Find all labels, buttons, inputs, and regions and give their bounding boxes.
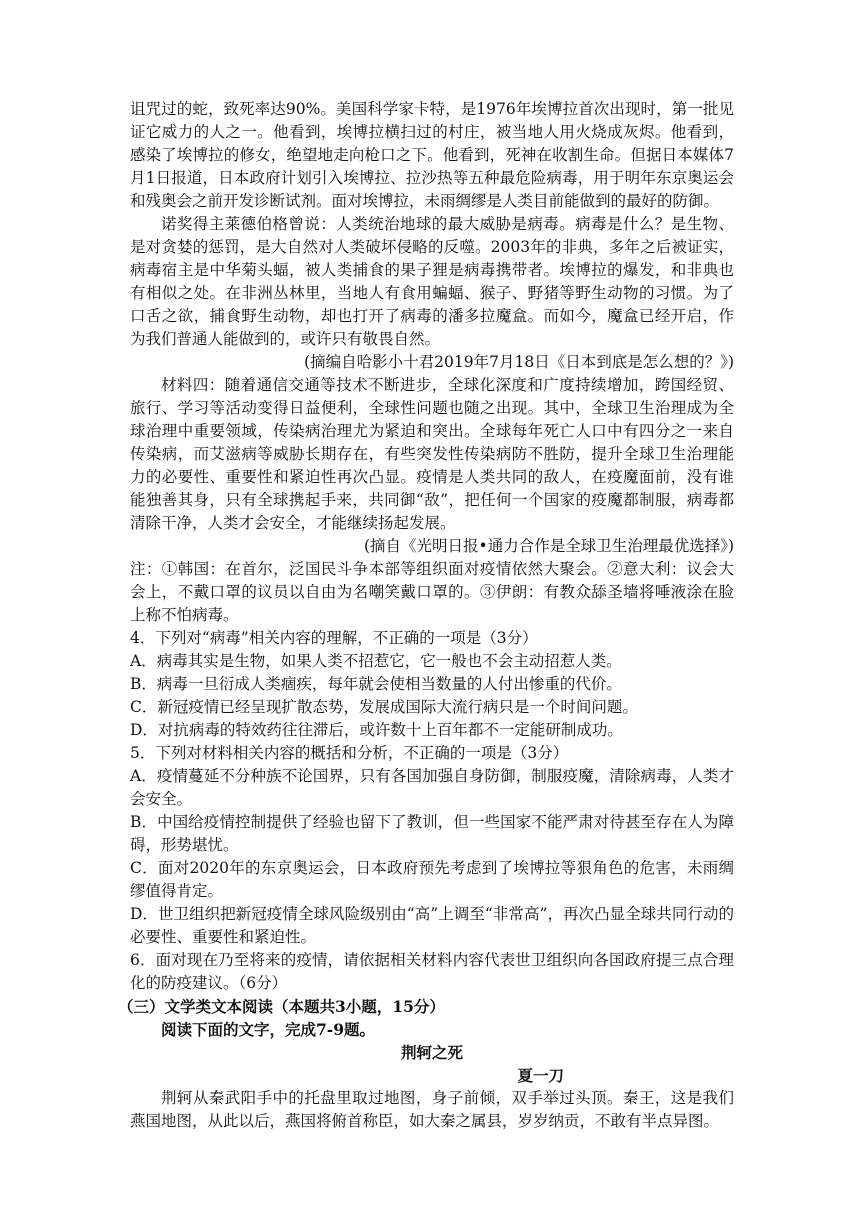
question-5-option-c: C．面对2020年的东京奥运会，日本政府预先考虑到了埃博拉等狠角色的危害，未雨绸缪值得肯定。 <box>130 859 734 900</box>
paragraph-ebola: 诅咒过的蛇，致死率达90%。美国科学家卡特，是1976年埃博拉首次出现时，第一批见证它威力的人之一。他看到，埃博拉横扫过的村庄，被当地人用火烧成灰烬。他看到，感染了埃博拉的修女，绝望地走向枪口之下。他看到，死神在收割生命。但据日本媒体7月1日报道，日本政府计划引入埃博拉、拉沙热等五种最危险病毒，用于明年东京奥运会和残奥会之前开发诊断试剂。面对埃博拉，未雨绸缪是人类目前能做到的最好的防御。 <box>130 100 734 210</box>
notes-paragraph: 注：①韩国：在首尔，泛国民斗争本部等组织面对疫情依然大聚会。②意大利：议会大会上，不戴口罩的议员以自由为名嘲笑戴口罩的。③伊朗：有教众舔圣墙将唾液涂在脸上称不怕病毒。 <box>130 560 734 624</box>
question-5-option-a: A．疫情蔓延不分种族不论国界，只有各国加强自身防御，制服疫魔，清除病毒，人类才会安全。 <box>130 767 734 808</box>
story-paragraph: 荆轲从秦武阳手中的托盘里取过地图，身子前倾，双手举过头顶。秦王，这是我们燕国地图，从此以后，燕国将俯首称臣，如大秦之属县，岁岁纳贡，不敢有半点异图。 <box>130 1089 734 1130</box>
question-6: 6．面对现在乃至将来的疫情，请依据相关材料内容代表世卫组织向各国政府提三点合理化的防疫建议。（6分） <box>130 951 734 992</box>
source-citation-2: (摘自《光明日报•通力合作是全球卫生治理最优选择》) <box>364 537 734 555</box>
question-4-option-d: D．对抗病毒的特效药往往滞后，或许数十上百年都不一定能研制成功。 <box>130 721 623 739</box>
story-author: 夏一刀 <box>517 1066 564 1085</box>
question-5-stem: 5．下列对材料相关内容的概括和分析，不正确的一项是（3分） <box>130 744 569 762</box>
paragraph-material-four: 材料四：随着通信交通等技术不断进步，全球化深度和广度持续增加，跨国经贸、旅行、学习等活动变得日益便利，全球性问题也随之出现。其中，全球卫生治理成为全球治理中重要领域，传染病治理尤为紧迫和突出。全球每年死亡人口中有四分之一来自传染病，而艾滋病等威胁长期存在，有些突发性传染病防不胜防，提升全球卫生治理能力的必要性、重要性和紧迫性再次凸显。疫情是人类共同的敌人，在疫魔面前，没有谁能独善其身，只有全球携起手来，共同御“敌”，把任何一个国家的疫魔都制服，病毒都清除干净，人类才会安全，才能继续扬起发展。 <box>130 376 734 532</box>
source-citation-1: (摘编自哈影小十君2019年7月18日《日本到底是怎么想的？》) <box>304 353 734 371</box>
question-4-option-c: C．新冠疫情已经呈现扩散态势，发展成国际大流行病只是一个时间问题。 <box>130 698 638 716</box>
section-heading: （三）文学类文本阅读（本题共3小题，15分） <box>118 997 445 1016</box>
document-page <box>118 98 734 1133</box>
question-4-stem: 4．下列对“病毒”相关内容的理解，不正确的一项是（3分） <box>130 629 538 647</box>
paragraph-virus-threat: 诺奖得主莱德伯格曾说：人类统治地球的最大威胁是病毒。病毒是什么？是生物、是对贪婪的惩罚，是大自然对人类破坏侵略的反噬。2003年的非典，多年之后被证实，病毒宿主是中华菊头蝠，被人类捕食的果子狸是病毒携带者。埃博拉的爆发，和非典也有相似之处。在非洲丛林里，当地人有食用蝙蝠、猴子、野猪等野生动物的习惯。为了口舌之欲，捕食野生动物，却也打开了病毒的潘多拉魔盒。而如今，魔盒已经开启，作为我们普通人能做到的，或许只有敬畏自然。 <box>130 215 734 348</box>
story-title: 荆轲之死 <box>400 1043 463 1062</box>
question-5-option-d: D．世卫组织把新冠疫情全球风险级别由“高”上调至“非常高”，再次凸显全球共同行动的必要性、重要性和紧迫性。 <box>130 905 734 946</box>
section-instruction: 阅读下面的文字，完成7-9题。 <box>161 1020 376 1039</box>
question-5-option-b: B．中国给疫情控制提供了经验也留下了教训，但一些国家不能严肃对待甚至存在人为障碍，形势堪忧。 <box>130 813 734 854</box>
question-4-option-a: A．病毒其实是生物，如果人类不招惹它，它一般也不会主动招惹人类。 <box>130 652 622 670</box>
question-4-option-b: B．病毒一旦衍成人类痼疾，每年就会使相当数量的人付出惨重的代价。 <box>130 675 622 693</box>
